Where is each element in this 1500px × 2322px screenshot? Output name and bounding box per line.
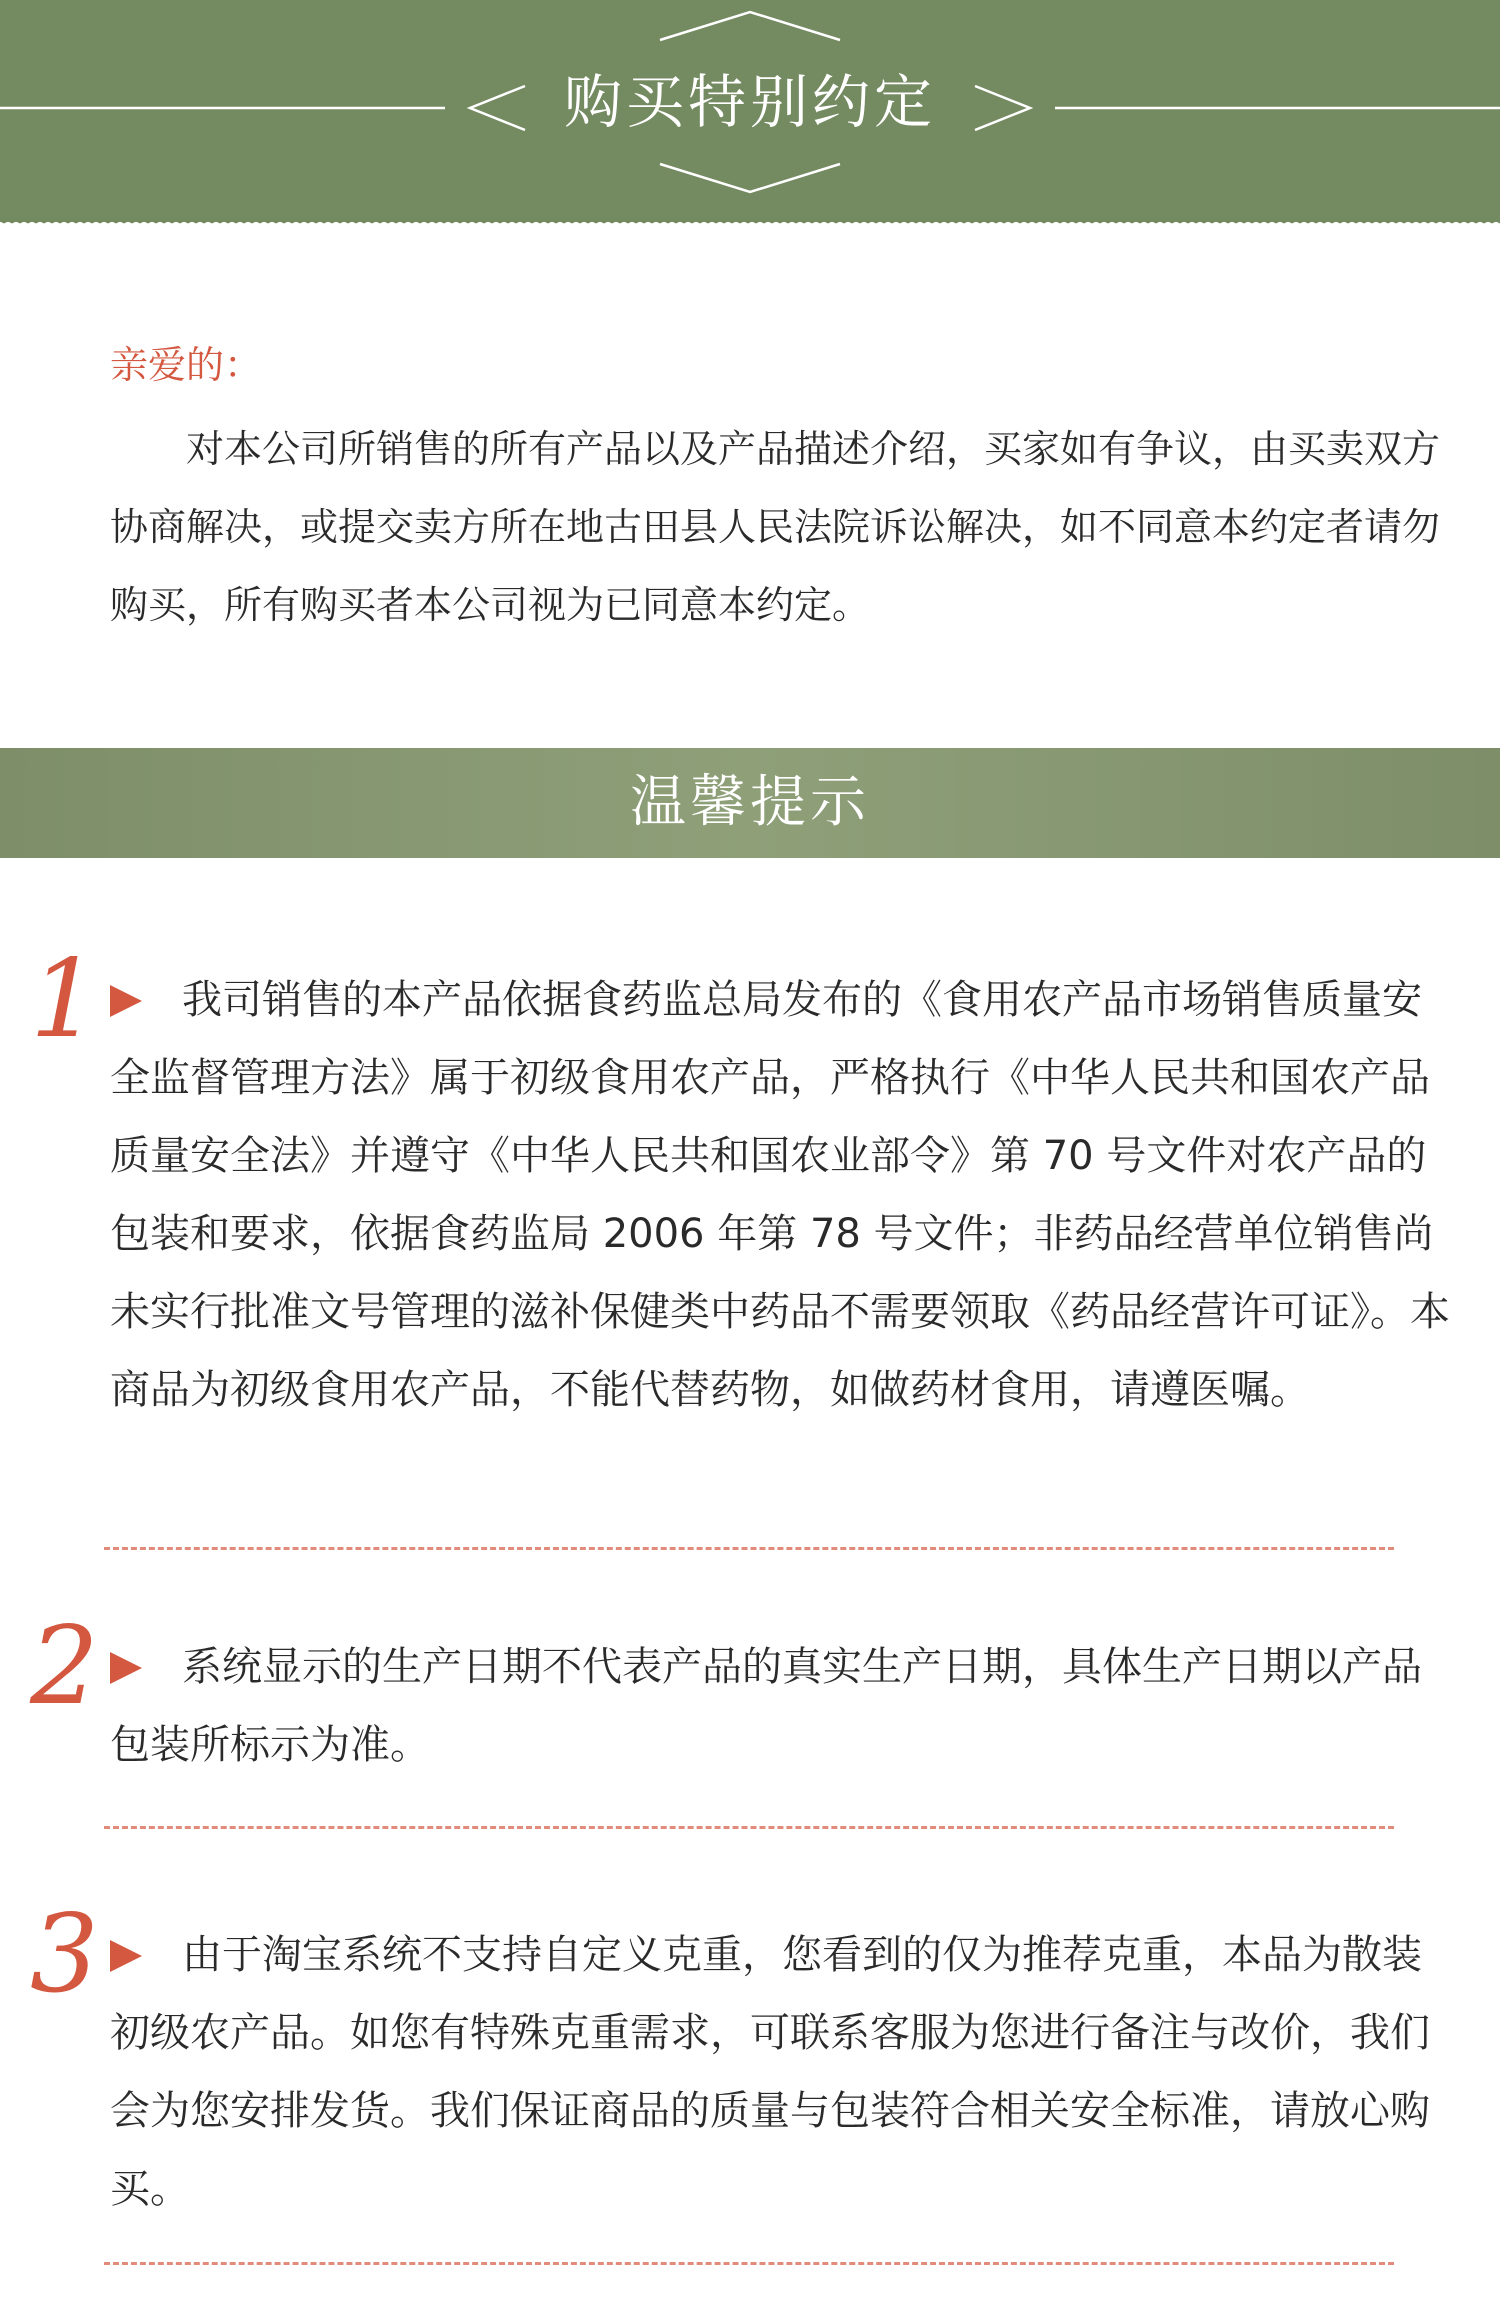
warm-tips-title: 温馨提示 [630,770,870,835]
tip-text: 我司销售的本产品依据食药监总局发布的《食用农产品市场销售质量安全监督管理方法》属于初级食用农产品，严格执行《中华人民共和国农产品质量安全法》并遵守《中华人民共和国农业部令》第 70 号文件对农产品的包装和要求，依据食药监局 2006 年第 78 号文件；非药品经营单位销售尚未实行批准文号管理的滋补保健类中药品不需要领取《药品经营许可证》。本商品为初级食用农产品，不能代替药物，如做药材食用，请遵医嘱。 [110,977,1450,1413]
dashed-divider [104,1547,1394,1550]
tip-text: 系统显示的生产日期不代表产品的真实生产日期，具体生产日期以产品包装所标示为准。 [110,1644,1422,1768]
dashed-divider [104,2262,1394,2265]
purchase-agreement-banner [0,0,1500,222]
tip-number: 3 [30,1892,99,2017]
greeting-text: 亲爱的： [110,343,263,387]
banner-title: 购买特别约定 [563,68,936,136]
banner-scalloped-edge [0,218,1500,228]
agreement-body: 对本公司所销售的所有产品以及产品描述介绍，买家如有争议，由买卖双方协商解决，或提交卖方所在地古田县人民法院诉讼解决，如不同意本约定者请勿购买，所有购买者本公司视为已同意本约定。 [110,427,1441,627]
tip-number: 1 [30,937,99,1062]
tip-number: 2 [30,1604,99,1729]
dashed-divider [104,1826,1394,1829]
warm-tips-bar [0,748,1500,858]
tip-text: 由于淘宝系统不支持自定义克重，您看到的仅为推荐克重，本品为散装初级农产品。如您有特殊克重需求，可联系客服为您进行备注与改价，我们会为您安排发货。我们保证商品的质量与包装符合相关安全标准，请放心购买。 [110,1932,1430,2212]
